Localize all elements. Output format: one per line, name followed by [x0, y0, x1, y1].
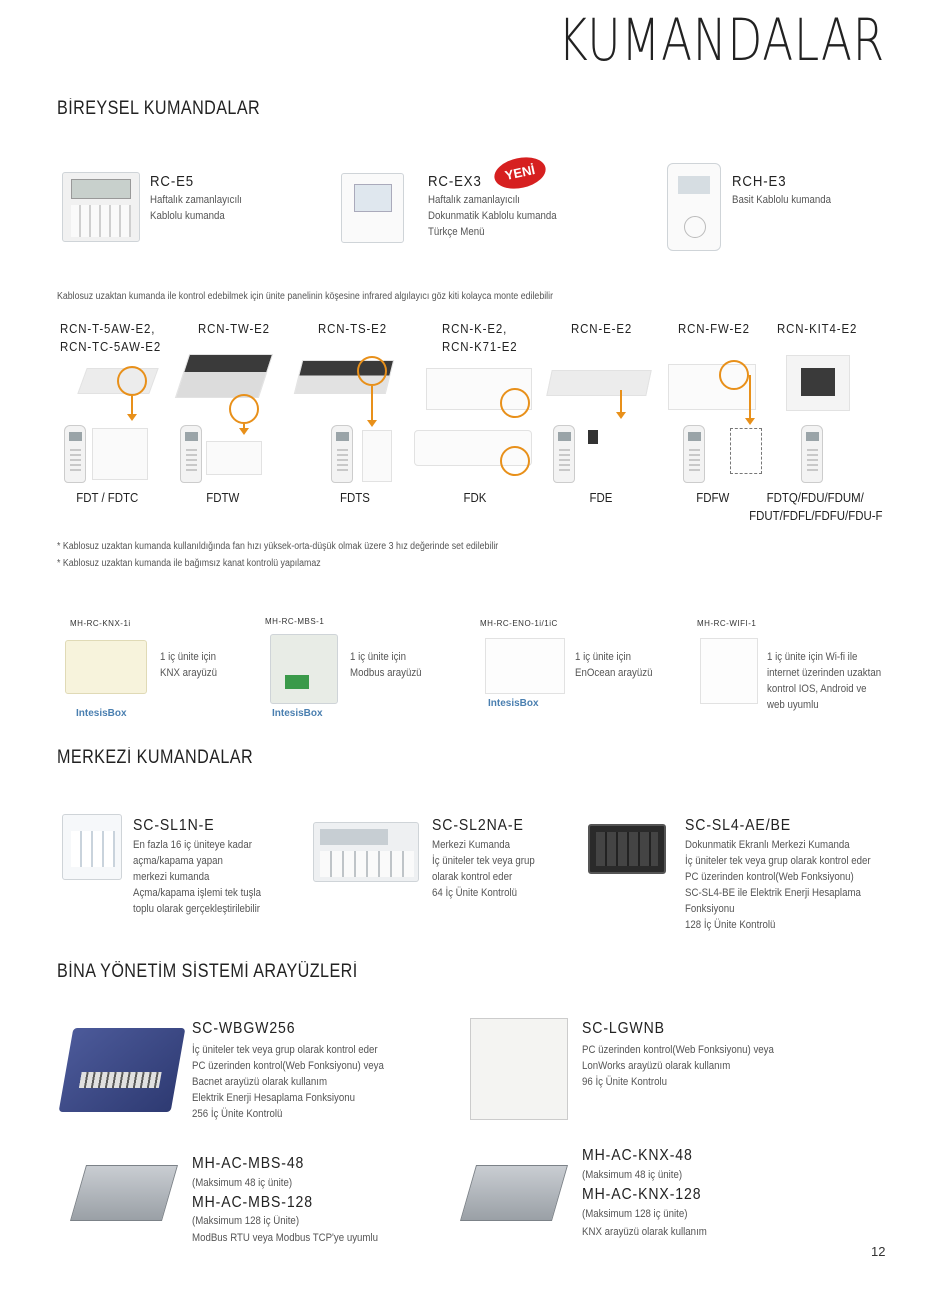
sc-sl1n-e-desc-2: açma/kapama yapan: [133, 855, 223, 867]
fde-unit-image: [546, 370, 652, 396]
sc-lgwnb-code: SC-LGWNB: [582, 1020, 665, 1037]
wireless-code-7: RCN-KIT4-E2: [777, 321, 858, 336]
unit-label-fdt: FDT / FDTC: [76, 490, 139, 505]
footnote-2: * Kablosuz uzaktan kumanda ile bağımsız kanat kontrolü yapılamaz: [57, 558, 321, 569]
intesisbox-logo: IntesisBox: [272, 708, 323, 719]
sc-sl4-desc-1: Dokunmatik Ekranlı Merkezi Kumanda: [685, 839, 850, 851]
sc-sl2na-e-desc-1: Merkezi Kumanda: [432, 839, 511, 851]
page-number: 12: [871, 1244, 886, 1259]
sc-sl1n-e-desc-4: Açma/kapama işlemi tek tuşla: [133, 887, 262, 899]
sc-sl2na-e-image: [313, 822, 419, 882]
mh-ac-knx-48-sub: (Maksimum 48 iç ünite): [582, 1169, 683, 1181]
unit-label-fde: FDE: [589, 490, 613, 505]
mh-ac-mbs-desc: ModBus RTU veya Modbus TCP'ye uyumlu: [192, 1232, 379, 1244]
wireless-code-1a: RCN-T-5AW-E2,: [60, 321, 156, 336]
mh-ac-mbs-48-sub: (Maksimum 48 iç ünite): [192, 1177, 293, 1189]
rc-ex3-desc-3: Türkçe Menü: [428, 226, 485, 238]
sc-sl1n-e-desc-5: toplu olarak gerçekleştirilebilir: [133, 903, 260, 915]
sc-sl1n-e-code: SC-SL1N-E: [133, 817, 215, 834]
unit-label-fdtq-2: FDUT/FDFL/FDFU/FDU-F: [749, 508, 883, 523]
sc-wbgw256-desc-1: İç üniteler tek veya grup olarak kontrol eder: [192, 1044, 378, 1056]
rch-e3-image: [667, 163, 721, 251]
gateway-code-mbs: MH-RC-MBS-1: [265, 617, 325, 626]
new-badge: [491, 153, 548, 193]
fde-receiver-image: [588, 430, 598, 444]
ir-sensor-marker: [229, 394, 259, 424]
wireless-code-5: RCN-E-E2: [571, 321, 633, 336]
rch-e3-code: RCH-E3: [732, 173, 787, 190]
section-heading-individual: BİREYSEL KUMANDALAR: [57, 98, 261, 119]
sc-sl4-desc-3: PC üzerinden kontrol(Web Fonksiyonu): [685, 871, 854, 883]
sc-sl4-desc-2: İç üniteler tek veya grup olarak kontrol eder: [685, 855, 871, 867]
sc-sl4-desc-5: Fonksiyonu: [685, 903, 735, 915]
mh-ac-knx-128-code: MH-AC-KNX-128: [582, 1186, 702, 1203]
footnote-1: * Kablosuz uzaktan kumanda kullanıldığında fan hızı yüksek-orta-düşük olmak üzere 3 hız değerinde set edilebilir: [57, 541, 499, 552]
enocean-gateway-image: [485, 638, 565, 694]
mh-ac-mbs-image: [70, 1165, 178, 1221]
remote-icon: [801, 425, 823, 483]
fdt-panel-image: [92, 428, 148, 480]
ir-sensor-marker: [117, 366, 147, 396]
mh-ac-knx-48-code: MH-AC-KNX-48: [582, 1147, 693, 1164]
sc-sl1n-e-image: [62, 814, 122, 880]
sc-wbgw256-desc-3: Bacnet arayüzü olarak kullanım: [192, 1076, 328, 1088]
gateway-wifi-desc-2: internet üzerinden uzaktan: [767, 667, 882, 679]
unit-label-fdtw: FDTW: [206, 490, 240, 505]
ir-sensor-marker: [719, 360, 749, 390]
wireless-code-1b: RCN-TC-5AW-E2: [60, 339, 162, 354]
sc-sl4-desc-6: 128 İç Ünite Kontrolü: [685, 919, 776, 931]
sc-lgwnb-image: [470, 1018, 568, 1120]
fdtw-panel-image: [206, 441, 262, 475]
gateway-mbs-desc-1: 1 iç ünite için: [350, 651, 406, 663]
sc-lgwnb-desc-3: 96 İç Ünite Kontrolu: [582, 1076, 668, 1088]
sc-sl4-image: [588, 824, 666, 874]
gateway-eno-desc-1: 1 iç ünite için: [575, 651, 631, 663]
mh-ac-mbs-128-sub: (Maksimum 128 iç Ünite): [192, 1215, 300, 1227]
gateway-eno-desc-2: EnOcean arayüzü: [575, 667, 653, 679]
remote-icon: [64, 425, 86, 483]
unit-label-fdtq-1: FDTQ/FDU/FDUM/: [766, 490, 864, 505]
sc-wbgw256-desc-5: 256 İç Ünite Kontrolü: [192, 1108, 283, 1120]
ir-sensor-marker: [357, 356, 387, 386]
gateway-knx-desc-1: 1 iç ünite için: [160, 651, 216, 663]
remote-icon: [331, 425, 353, 483]
sc-sl4-desc-4: SC-SL4-BE ile Elektrik Enerji Hesaplama: [685, 887, 861, 899]
remote-icon: [553, 425, 575, 483]
section-heading-central: MERKEZİ KUMANDALAR: [57, 747, 254, 768]
unit-label-fdfw: FDFW: [696, 490, 730, 505]
rc-ex3-desc-2: Dokunmatik Kablolu kumanda: [428, 210, 557, 222]
sc-wbgw256-desc-4: Elektrik Enerji Hesaplama Fonksiyonu: [192, 1092, 356, 1104]
mh-ac-knx-image: [460, 1165, 568, 1221]
ir-sensor-marker: [500, 388, 530, 418]
wireless-code-3: RCN-TS-E2: [318, 321, 387, 336]
section-heading-bms: BİNA YÖNETİM SİSTEMİ ARAYÜZLERİ: [57, 961, 358, 982]
wireless-code-6: RCN-FW-E2: [678, 321, 750, 336]
sc-sl2na-e-desc-2: İç üniteler tek veya grup: [432, 855, 535, 867]
gateway-knx-desc-2: KNX arayüzü: [160, 667, 218, 679]
intesisbox-logo: IntesisBox: [488, 698, 539, 709]
rc-ex3-code: RC-EX3: [428, 173, 482, 190]
knx-gateway-image: [65, 640, 147, 694]
rc-e5-code: RC-E5: [150, 173, 195, 190]
gateway-wifi-desc-1: 1 iç ünite için Wi-fi ile: [767, 651, 858, 663]
remote-icon: [683, 425, 705, 483]
mh-ac-mbs-48-code: MH-AC-MBS-48: [192, 1155, 305, 1172]
rc-e5-image: [62, 172, 140, 242]
gateway-wifi-desc-3: kontrol IOS, Android ve: [767, 683, 867, 695]
wireless-note: Kablosuz uzaktan kumanda ile kontrol edebilmek için ünite panelinin köşesine infrared algılayıcı göz kiti kolayca monte edilebilir: [57, 291, 554, 302]
sc-sl2na-e-desc-3: olarak kontrol eder: [432, 871, 513, 883]
unit-label-fdk: FDK: [463, 490, 487, 505]
sc-wbgw256-desc-2: PC üzerinden kontrol(Web Fonksiyonu) veya: [192, 1060, 384, 1072]
sc-sl2na-e-code: SC-SL2NA-E: [432, 817, 524, 834]
unit-label-fdts: FDTS: [340, 490, 370, 505]
rc-ex3-desc-1: Haftalık zamanlayıcılı: [428, 194, 521, 206]
ir-sensor-marker: [500, 446, 530, 476]
modbus-gateway-image: [270, 634, 338, 704]
sc-sl4-code: SC-SL4-AE/BE: [685, 817, 792, 834]
mh-ac-knx-desc: KNX arayüzü olarak kullanım: [582, 1226, 707, 1238]
mh-ac-knx-128-sub: (Maksimum 128 iç ünite): [582, 1208, 688, 1220]
wifi-gateway-image: [700, 638, 758, 704]
sc-sl1n-e-desc-1: En fazla 16 iç üniteye kadar: [133, 839, 252, 851]
wireless-code-2: RCN-TW-E2: [198, 321, 270, 336]
sc-lgwnb-desc-1: PC üzerinden kontrol(Web Fonksiyonu) veya: [582, 1044, 774, 1056]
rc-ex3-image: [341, 173, 404, 243]
sc-lgwnb-desc-2: LonWorks arayüzü olarak kullanım: [582, 1060, 731, 1072]
page-title: KUMANDALAR: [558, 6, 885, 74]
gateway-wifi-desc-4: web uyumlu: [767, 699, 819, 711]
gateway-code-wifi: MH-RC-WIFI-1: [697, 619, 757, 628]
gateway-code-knx: MH-RC-KNX-1i: [70, 619, 131, 628]
fdtw-unit-image: [175, 354, 273, 398]
intesisbox-logo: IntesisBox: [76, 708, 127, 719]
rc-e5-desc-2: Kablolu kumanda: [150, 210, 225, 222]
rch-e3-desc-1: Basit Kablolu kumanda: [732, 194, 832, 206]
gateway-mbs-desc-2: Modbus arayüzü: [350, 667, 422, 679]
wireless-code-4b: RCN-K71-E2: [442, 339, 518, 354]
sc-sl1n-e-desc-3: merkezi kumanda: [133, 871, 210, 883]
sc-wbgw256-code: SC-WBGW256: [192, 1020, 296, 1037]
new-badge-label: YENİ: [503, 162, 537, 184]
wireless-code-4a: RCN-K-E2,: [442, 321, 508, 336]
mh-ac-mbs-128-code: MH-AC-MBS-128: [192, 1194, 313, 1211]
gateway-code-eno: MH-RC-ENO-1i/1iC: [480, 619, 558, 628]
remote-icon: [180, 425, 202, 483]
kit-receiver-image: [786, 355, 850, 411]
rc-e5-desc-1: Haftalık zamanlayıcılı: [150, 194, 243, 206]
sc-sl2na-e-desc-4: 64 İç Ünite Kontrolü: [432, 887, 518, 899]
sc-wbgw256-image: [59, 1028, 186, 1112]
fdts-panel-image: [362, 430, 392, 482]
fdfw-receiver-image: [730, 428, 762, 474]
